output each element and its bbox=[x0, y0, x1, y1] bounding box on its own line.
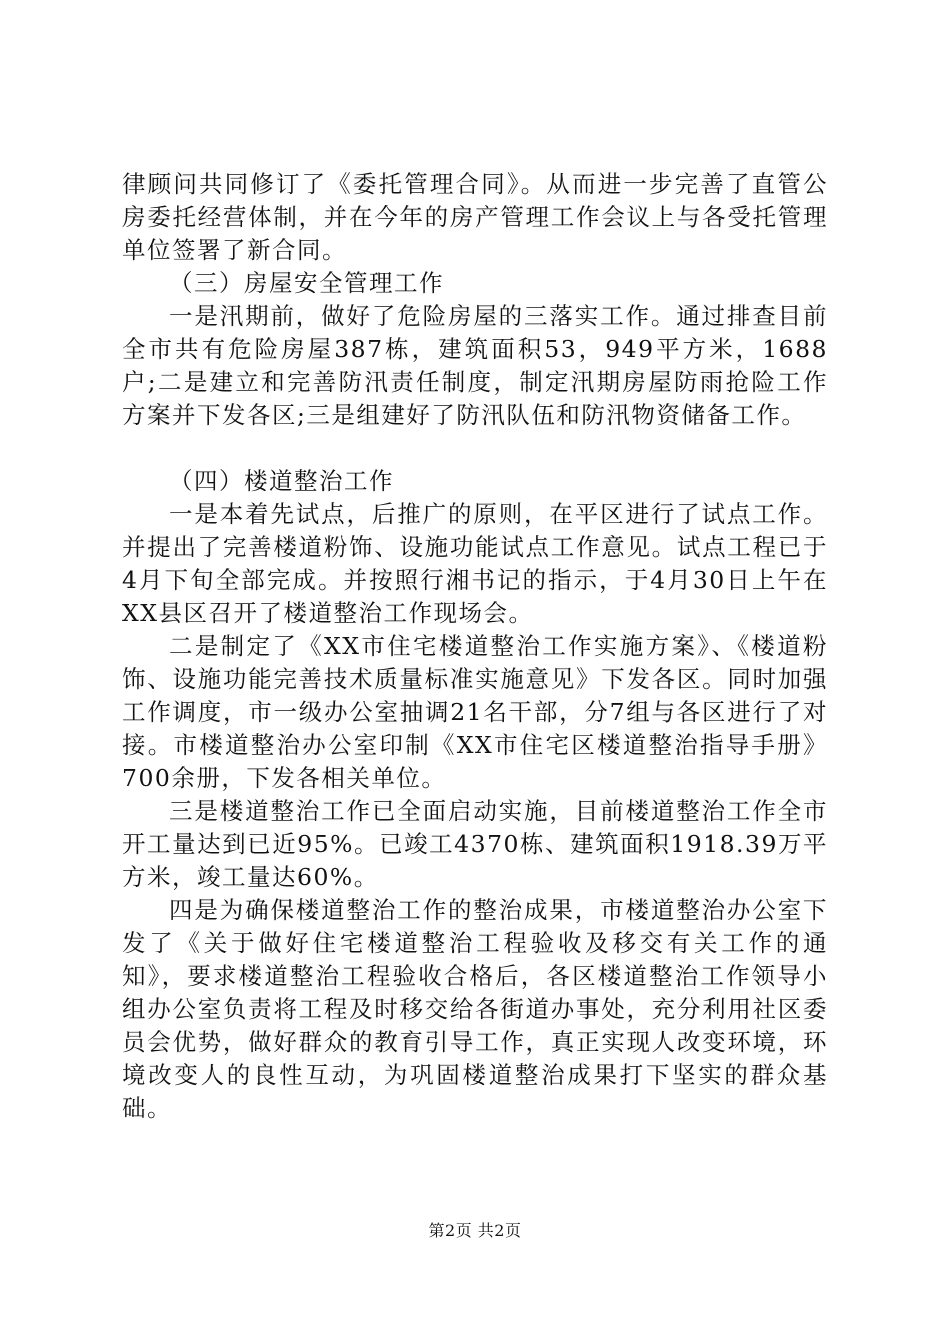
paragraph-acceptance-handover: 四是为确保楼道整治工作的整治成果，市楼道整治办公室下发了《关于做好住宅楼道整治工程验收及移交有关工作的通知》，要求楼道整治工程验收合格后，各区楼道整治工作领导小组办公室负责将工程及时移交给各街道办事处，充分利用社区委员会优势，做好群众的教育引导工作，真正实现人改变环境，环境改变人的良性互动，为巩固楼道整治成果打下坚实的群众基础。 bbox=[122, 896, 828, 1122]
paragraph-flood-season: 一是汛期前，做好了危险房屋的三落实工作。通过排查目前全市共有危险房屋387栋，建筑面积53，949平方米，1688户;二是建立和完善防汛责任制度，制定汛期房屋防雨抢险工作方案并下发各区;三是组建好了防汛队伍和防汛物资储备工作。 bbox=[122, 302, 828, 429]
paragraph-pilot-work: 一是本着先试点，后推广的原则，在平区进行了试点工作。并提出了完善楼道粉饰、设施功能试点工作意见。试点工程已于4月下旬全部完成。并按照行湘书记的指示，于4月30日上午在XX县区召开了楼道整治工作现场会。 bbox=[122, 500, 828, 627]
document-body bbox=[122, 168, 828, 1125]
section-heading-housing-safety: （三）房屋安全管理工作 bbox=[169, 269, 444, 297]
paragraph-progress: 三是楼道整治工作已全面启动实施，目前楼道整治工作全市开工量达到已近95%。已竣工4370栋、建筑面积1918.39万平方米，竣工量达60%。 bbox=[122, 797, 828, 891]
page-number-footer: 第2页 共2页 bbox=[428, 1221, 522, 1240]
paragraph-implementation-plan: 二是制定了《XX市住宅楼道整治工作实施方案》、《楼道粉饰、设施功能完善技术质量标准实施意见》下发各区。同时加强工作调度，市一级办公室抽调21名干部，分7组与各区进行了对接。市楼道整治办公室印制《XX市住宅区楼道整治指导手册》700余册，下发各相关单位。 bbox=[122, 632, 828, 792]
section-heading-corridor-renovation: （四）楼道整治工作 bbox=[169, 467, 394, 495]
paragraph-contract-continuation: 律顾问共同修订了《委托管理合同》。从而进一步完善了直管公房委托经营体制，并在今年的房产管理工作会议上与各受托管理单位签署了新合同。 bbox=[122, 170, 828, 264]
